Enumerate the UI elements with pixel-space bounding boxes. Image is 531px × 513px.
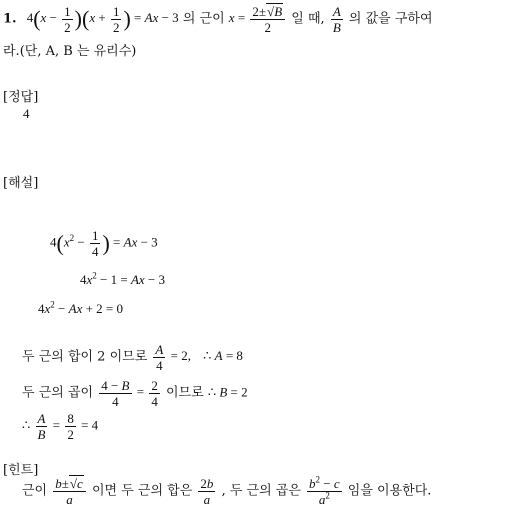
sum-result: ∴ A = 8 — [203, 348, 243, 364]
explanation-equation-2: $4x^2 - 1 = Ax - 3$ — [80, 270, 166, 287]
explanation-product-line — [22, 378, 248, 409]
hint-text-c: , 두 근의 곱은 — [221, 483, 301, 499]
answer-label: [정답] — [3, 90, 39, 105]
hint-text-d: 임을 이용한다. — [347, 483, 432, 499]
hint-line — [22, 476, 431, 507]
explanation-equation-3: $4x^2 - Ax + 2 = 0$ — [38, 299, 124, 316]
problem-equation: 4(x − $\frac{1}{2}$ )(x + $\frac{1}{2}$ ) = Ax − 3 — [26, 4, 179, 35]
problem-statement — [3, 4, 433, 35]
problem-text-root: 의 근이 — [182, 11, 225, 27]
product-mid: 이므로 — [165, 385, 204, 401]
explanation-equation-1: $4(x^2$ − $\frac{1}{4}$ ) = Ax − 3 — [50, 228, 158, 259]
product-result: ∴ B = 2 — [207, 384, 248, 400]
hint-root-expression: $\frac{b\pm√c}{a}$ — [51, 482, 88, 497]
problem-ratio: $\frac{A}{B}$ — [332, 4, 341, 35]
hint-label: [힌트] — [3, 463, 39, 478]
problem-text-when: 일 때, — [291, 11, 325, 27]
product-prefix: 두 근의 곱이 — [22, 385, 94, 401]
hint-text-b: 이면 두 근의 합은 — [91, 483, 193, 499]
problem-text-ask: 의 값을 구하여 — [348, 11, 433, 27]
problem-root-expression: x = $\frac{2\pm√B}{2}$ — [229, 10, 287, 25]
hint-text-a: 근이 — [22, 483, 48, 499]
sum-prefix: 두 근의 합이 2 이므로 — [22, 349, 148, 365]
explanation-conclusion: ∴ $\frac{A}{B}$ = $\frac{8}{2}$ = 4 — [22, 411, 99, 442]
explanation-label: [해설] — [3, 176, 39, 191]
product-equation: $\frac{4 - B}{4}$ = $\frac{2}{4}$ — [101, 378, 158, 409]
sum-equation: $\frac{A}{4}$ = 2, — [155, 342, 191, 373]
answer-value: 4 — [23, 106, 30, 121]
explanation-sum-line — [22, 342, 243, 373]
hint-sum-expression: $\frac{2b}{a}$ — [200, 476, 214, 507]
problem-number: 1. — [3, 11, 17, 27]
problem-condition: 라.(단, A, B 는 유리수) — [3, 44, 137, 59]
hint-product-expression: $\frac{b^2 - c}{a^2}$ — [309, 474, 340, 507]
